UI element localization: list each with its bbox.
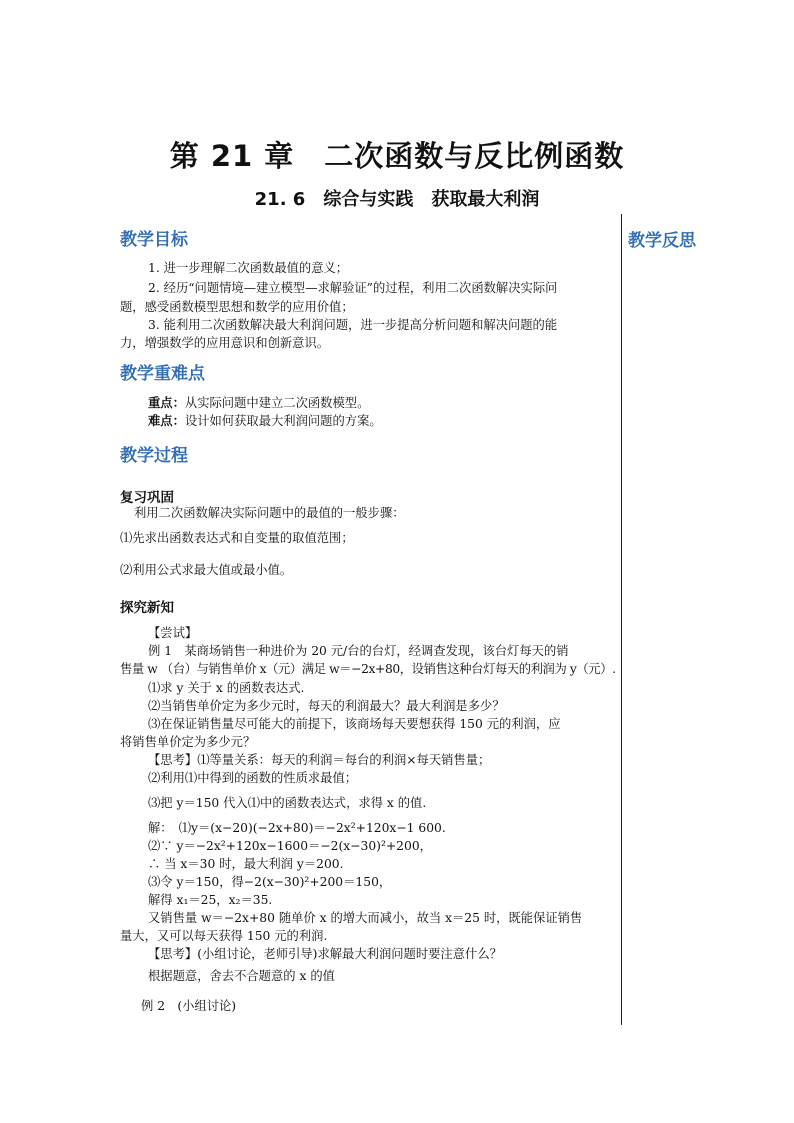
solution-4: ⑶令 y＝150，得−2(x−30)²+200＝150，	[148, 875, 392, 889]
objectives-heading: 教学目标	[120, 230, 188, 250]
think-5: 根据题意，舍去不合题意的 x 的值	[148, 969, 335, 983]
difficulty-text: 设计如何获取最大利润问题的方案。	[184, 414, 382, 428]
think-4: 【思考】(小组讨论，老师引导)求解最大利润问题时要注意什么？	[148, 947, 502, 961]
think-3: ⑶把 y＝150 代入⑴中的函数表达式，求得 x 的值.	[148, 796, 427, 810]
think-1: 【思考】⑴等量关系：每天的利润＝每台的利润×每天销售量；	[148, 753, 491, 767]
difficulty-label: 难点：	[148, 413, 185, 428]
objective-line-3: 题，感受函数模型思想和数学的应用价值；	[120, 300, 354, 314]
solution-3: ∴ 当 x＝30 时，最大利润 y＝200.	[148, 857, 344, 871]
key-points-heading: 教学重难点	[120, 364, 205, 384]
difficulty-line	[148, 413, 382, 429]
example-2: 例 2 (小组讨论)	[141, 999, 237, 1013]
think-2: ⑵利用⑴中得到的函数的性质求最值；	[148, 771, 358, 785]
section-title: 21. 6 综合与实践 获取最大利润	[254, 189, 540, 210]
question-3b: 将销售单价定为多少元？	[120, 735, 256, 749]
objective-line-2: 2. 经历“问题情境—建立模型—求解验证”的过程，利用二次函数解决实际问	[148, 281, 558, 295]
question-3a: ⑶在保证销售量尽可能大的前提下，该商场每天要想获得 150 元的利润，应	[148, 717, 561, 731]
example1-line-2: 售量 w （台）与销售单价 x（元）满足 w＝−2x+80，设销售这种台灯每天的利润为 y（元）.	[120, 662, 616, 676]
solution-7: 量大，又可以每天获得 150 元的利润.	[120, 929, 328, 943]
solution-6: 又销售量 w＝−2x+80 随单价 x 的增大而减小，故当 x＝25 时，既能保证销售	[148, 911, 583, 925]
example1-line-1: 例 1 某商场销售一种进价为 20 元/台的台灯，经调查发现，该台灯每天的销	[148, 644, 569, 658]
review-step-2: ⑵利用公式求最大值或最小值。	[120, 563, 293, 577]
review-step-1: ⑴先求出函数表达式和自变量的取值范围；	[120, 531, 354, 545]
key-text: 从实际问题中建立二次函数模型。	[184, 396, 370, 410]
key-point-line	[148, 395, 369, 411]
question-1: ⑴求 y 关于 x 的函数表达式.	[148, 681, 305, 695]
solution-1: 解： ⑴y＝(x−20)(−2x+80)＝−2x²+120x−1 600.	[148, 821, 446, 835]
reflection-heading: 教学反思	[628, 231, 696, 251]
process-heading: 教学过程	[120, 446, 188, 466]
column-divider	[621, 214, 622, 1025]
chapter-title: 第 21 章 二次函数与反比例函数	[169, 139, 625, 173]
objective-line-1: 1. 进一步理解二次函数最值的意义；	[148, 261, 349, 275]
key-label: 重点：	[148, 395, 185, 410]
objective-line-4: 3. 能利用二次函数解决最大利润问题，进一步提高分析问题和解决问题的能	[148, 318, 558, 332]
question-2: ⑵当销售单价定为多少元时，每天的利润最大？最大利润是多少？	[148, 699, 505, 713]
objective-line-5: 力，增强数学的应用意识和创新意识。	[120, 336, 330, 350]
explore-heading: 探究新知	[120, 600, 174, 616]
try-label: 【尝试】	[148, 626, 198, 640]
review-intro: 利用二次函数解决实际问题中的最值的一般步骤：	[134, 506, 405, 520]
solution-5: 解得 x₁＝25，x₂＝35.	[148, 893, 273, 907]
review-heading: 复习巩固	[120, 490, 174, 506]
solution-2: ⑵∵ y＝−2x²+120x−1600＝−2(x−30)²+200，	[148, 839, 432, 853]
